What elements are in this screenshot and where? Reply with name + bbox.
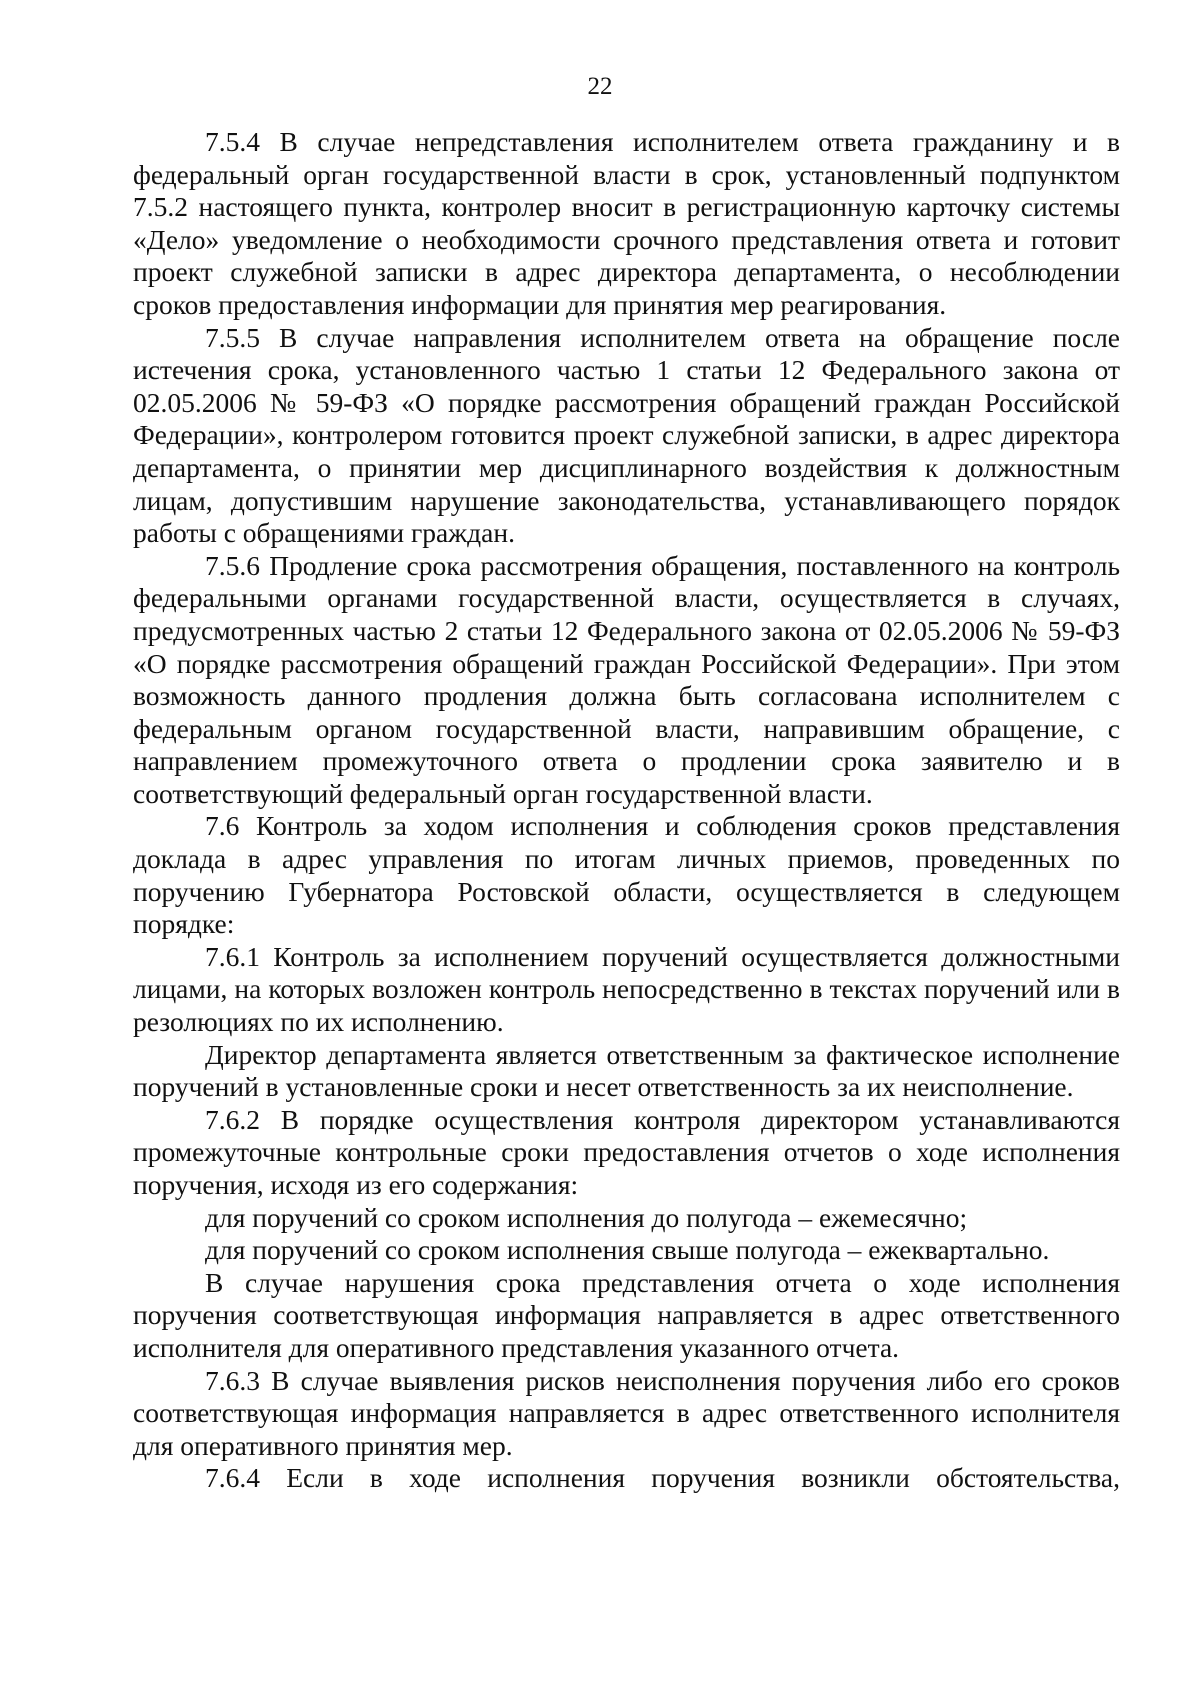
paragraph-director-responsibility: Директор департамента является ответственным за фактическое исполнение поручений в установленные сроки и несет ответственность за их неисполнение. [133,1038,1120,1103]
page-number: 22 [587,73,613,100]
paragraph-7-5-6: 7.5.6 Продление срока рассмотрения обращения, поставленного на контроль федеральными органами государственной власти, осуществляется в случаях, предусмотренных частью 2 статьи 12 Федерального закона от 02.05.2006 № 59-ФЗ «О порядке рассмотрения обращений граждан Российской Федерации». При этом возможность данного продления должна быть согласована исполнителем с федеральным органом государственной власти, направившим обращение, с направлением промежуточного ответа о продлении срока заявителю и в соответствующий федеральный орган государственной власти. [133,549,1120,809]
document-body [133,126,1120,1495]
paragraph-7-6-1: 7.6.1 Контроль за исполнением поручений осуществляется должностными лицами, на которых возложен контроль непосредственно в текстах поручений или в резолюциях по их исполнению. [133,940,1120,1038]
paragraph-7-6-2: 7.6.2 В порядке осуществления контроля директором устанавливаются промежуточные контрольные сроки предоставления отчетов о ходе исполнения поручения, исходя из его содержания: [133,1103,1120,1200]
paragraph-7-5-5: 7.5.5 В случае направления исполнителем ответа на обращение после истечения срока, установленного частью 1 статьи 12 Федерального закона от 02.05.2006 № 59-ФЗ «О порядке рассмотрения обращений граждан Российской Федерации», контролером готовится проект служебной записки, в адрес директора департамента, о принятии мер дисциплинарного воздействия к должностным лицам, допустившим нарушение законодательства, устанавливающего порядок работы с обращениями граждан. [133,321,1120,549]
paragraph-7-6-3: 7.6.3 В случае выявления рисков неисполнения поручения либо его сроков соответствующая информация направляется в адрес ответственного исполнителя для оперативного принятия мер. [133,1364,1120,1461]
list-item-monthly: для поручений со сроком исполнения до полугода – ежемесячно; [205,1201,968,1233]
paragraph-7-6-4: 7.6.4 Если в ходе исполнения поручения возникли обстоятельства, [205,1462,1120,1494]
paragraph-7-6: 7.6 Контроль за ходом исполнения и соблюдения сроков представления доклада в адрес управления по итогам личных приемов, проведенных по поручению Губернатора Ростовской области, осуществляется в следующем порядке: [133,810,1120,940]
paragraph-report-violation: В случае нарушения срока представления отчета о ходе исполнения поручения соответствующая информация направляется в адрес ответственного исполнителя для оперативного представления указанного отчета. [133,1266,1120,1363]
paragraph-7-5-4: 7.5.4 В случае непредставления исполнителем ответа гражданину и в федеральный орган государственной власти в срок, установленный подпунктом 7.5.2 настоящего пункта, контролер вносит в регистрационную карточку системы «Дело» уведомление о необходимости срочного представления ответа и готовит проект служебной записки в адрес директора департамента, о несоблюдении сроков предоставления информации для принятия мер реагирования. [133,126,1120,320]
list-item-quarterly: для поручений со сроком исполнения свыше полугода – ежеквартально. [205,1234,1050,1266]
